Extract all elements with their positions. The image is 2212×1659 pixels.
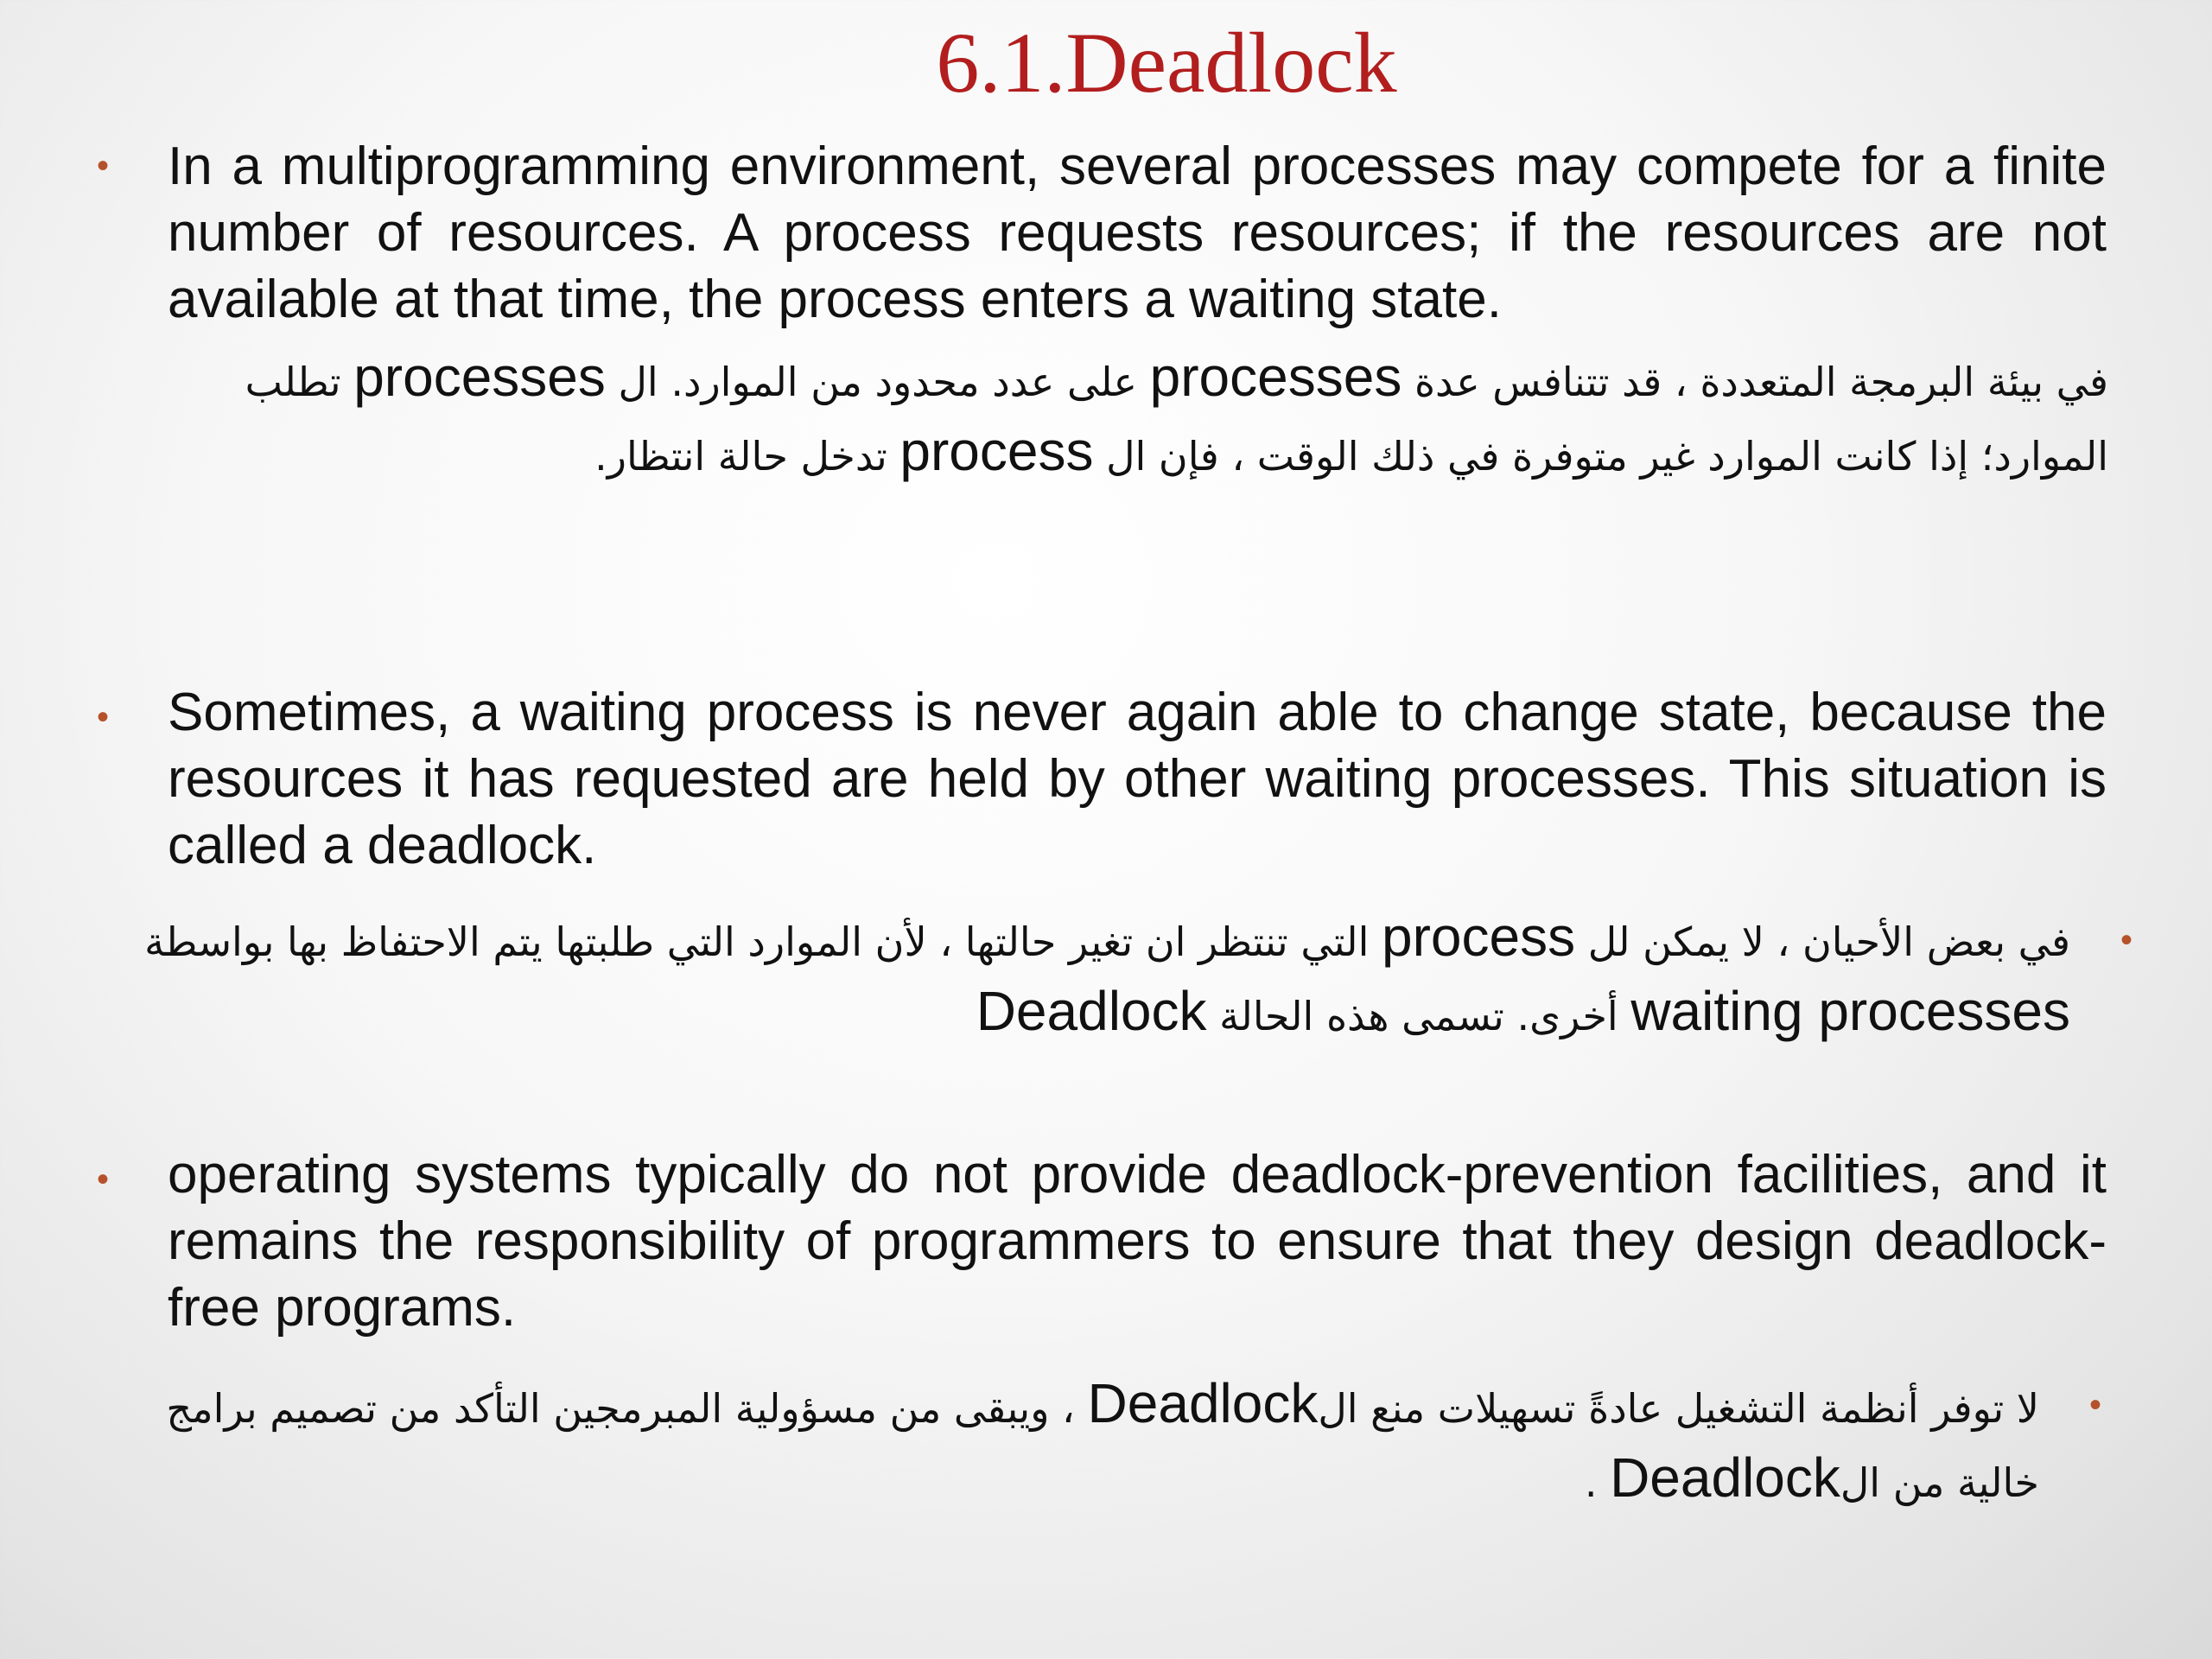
point-3-english: operating systems typically do not provide deadlock-prevention facilities, and it remains the responsibility of programmers to ensure that they design deadlock-free programs. <box>168 1145 2107 1338</box>
point-3-ar-text-a: لا توفر أنظمة التشغيل عادةً تسهيلات منع ال <box>1318 1385 2039 1432</box>
point-2-arabic <box>121 902 2070 1051</box>
point-3-arabic <box>95 1369 2039 1517</box>
point-1-ar-text-c: تطلب الموارد؛ إذا كانت الموارد غير متوفرة في ذلك الوقت ، فإن ال <box>245 359 2108 480</box>
point-2-ar-text-b: التي تنتظر ان تغير حالتها ، لأن الموارد التي طلبتها يتم الاحتفاظ بها بواسطة <box>144 918 1382 965</box>
point-1-ar-text-a: في بيئة البرمجة المتعددة ، قد تتنافس عدة <box>1402 359 2108 405</box>
point-3-ar-text-c: . <box>1584 1459 1611 1506</box>
point-1-ar-text-b: على عدد محدود من الموارد. ال <box>605 359 1150 405</box>
point-2-ar-term-a: process <box>1381 906 1576 968</box>
bullet-1: • <box>97 147 110 185</box>
point-1-ar-term-a: processes <box>1149 346 1402 408</box>
point-1-arabic <box>169 342 2108 491</box>
point-2-ar-text-a: في بعض الأحيان ، لا يمكن لل <box>1575 918 2070 965</box>
point-2-english: Sometimes, a waiting process is never again able to change state, because the resources it has requested are held by other waiting processes. This situation is called a deadlock. <box>168 683 2107 875</box>
point-2-ar-text-c: أخرى. تسمى هذه الحالة <box>1206 993 1631 1039</box>
slide-title: 6.1.Deadlock <box>936 15 1397 111</box>
point-1-ar-text-d: تدخل حالة انتظار. <box>594 433 900 480</box>
point-1-ar-term-b: processes <box>353 346 606 408</box>
bullet-3-arabic: • <box>2089 1386 2102 1424</box>
point-1-english: In a multiprogramming environment, several processes may compete for a finite number of resources. A process requests resources; if the resources are not available at that time, the process enters a waiting state. <box>168 137 2107 329</box>
point-3-ar-text-b: ، ويبقى من مسؤولية المبرمجين التأكد من تصميم برامج خالية من ال <box>166 1385 2039 1506</box>
point-2-ar-term-c: Deadlock <box>976 980 1207 1042</box>
bullet-2-arabic: • <box>2120 921 2133 959</box>
point-2-ar-term-b: waiting processes <box>1630 980 2070 1042</box>
bullet-3: • <box>97 1160 110 1198</box>
bullet-2: • <box>97 698 110 736</box>
point-3-ar-term-a: Deadlock <box>1087 1372 1319 1434</box>
point-3-ar-term-b: Deadlock <box>1610 1446 1840 1509</box>
point-1-ar-term-c: process <box>899 420 1094 482</box>
